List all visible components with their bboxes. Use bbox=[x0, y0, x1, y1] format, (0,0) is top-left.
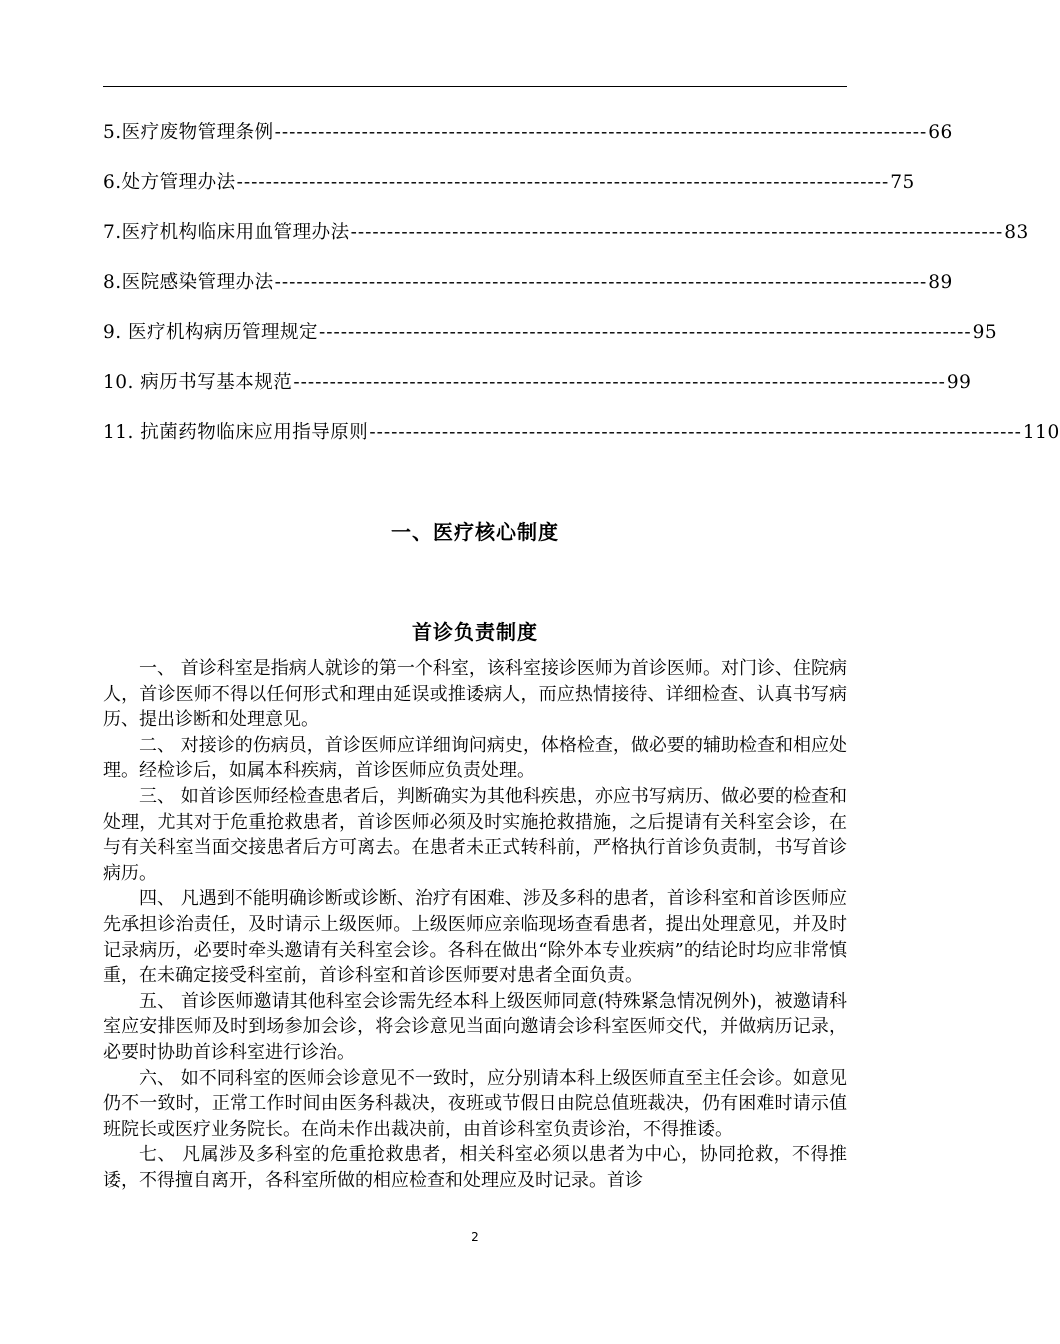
toc-entry[interactable] bbox=[103, 418, 1060, 468]
toc-entry-page: 75 bbox=[890, 172, 915, 193]
toc-entry-page: 95 bbox=[972, 322, 998, 343]
paragraph: 五、 首诊医师邀请其他科室会诊需先经本科上级医师同意(特殊紧急情况例外)，被邀请科室应安排医师及时到场参加会诊，将会诊意见当面向邀请会诊科室医师交代，并做病历记录，必要时协助首诊科室进行诊治。 bbox=[103, 990, 847, 1063]
page-number: 2 bbox=[471, 1230, 479, 1244]
paragraph: 一、 首诊科室是指病人就诊的第一个科室，该科室接诊医师为首诊医师。对门诊、住院病人，首诊医师不得以任何形式和理由延误或推诿病人，而应热情接待、详细检查、认真书写病历、提出诊断和处理意见。 bbox=[103, 658, 847, 731]
header-rule bbox=[103, 86, 847, 87]
toc-entry[interactable] bbox=[103, 218, 1029, 268]
paragraph: 二、 对接诊的伤病员，首诊医师应详细询问病史，体格检查，做必要的辅助检查和相应处理。经检诊后，如属本科疾病，首诊医师应负责处理。 bbox=[103, 734, 847, 782]
toc-dot-leader: ------------------------------------------------------------------------------------------ bbox=[369, 422, 1022, 443]
table-of-contents bbox=[103, 118, 1060, 468]
paragraph: 七、 凡属涉及多科室的危重抢救患者，相关科室必须以患者为中心，协同抢救，不得推诿，不得擅自离开，各科室所做的相应检查和处理应及时记录。首诊 bbox=[103, 1144, 847, 1191]
toc-dot-leader: ------------------------------------------------------------------------------------------ bbox=[274, 272, 928, 293]
toc-entry[interactable] bbox=[103, 368, 972, 418]
toc-dot-leader: ------------------------------------------------------------------------------------------ bbox=[274, 122, 928, 143]
toc-entry-title: 6.处方管理办法 bbox=[103, 172, 236, 193]
toc-entry-title: 10. 病历书写基本规范 bbox=[103, 372, 293, 393]
toc-entry-title: 7.医疗机构临床用血管理办法 bbox=[103, 222, 350, 243]
toc-entry-page: 110 bbox=[1022, 422, 1060, 443]
toc-entry-title: 9. 医疗机构病历管理规定 bbox=[103, 322, 319, 343]
toc-entry-page: 66 bbox=[928, 122, 953, 143]
toc-entry-title: 11. 抗菌药物临床应用指导原则 bbox=[103, 422, 369, 443]
paragraph: 三、 如首诊医师经检查患者后，判断确实为其他科疾患，亦应书写病历、做必要的检查和处理，尤其对于危重抢救患者，首诊医师必须及时实施抢救措施，之后提请有关科室会诊，在与有关科室当面交接患者后方可离去。在患者未正式转科前，严格执行首诊负责制，书写首诊病历。 bbox=[103, 785, 847, 884]
toc-entry-page: 99 bbox=[946, 372, 972, 393]
toc-entry-page: 89 bbox=[928, 272, 953, 293]
toc-entry-title: 5.医疗废物管理条例 bbox=[103, 122, 274, 143]
section-title: 首诊负责制度 bbox=[412, 620, 538, 644]
paragraph: 六、 如不同科室的医师会诊意见不一致时，应分别请本科上级医师直至主任会诊。如意见仍不一致时，正常工作时间由医务科裁决，夜班或节假日由院总值班裁决，仍有困难时请示值班院长或医疗业务院长。在尚未作出裁决前，由首诊科室负责诊治，不得推诿。 bbox=[103, 1067, 847, 1140]
toc-entry-title: 8.医院感染管理办法 bbox=[103, 272, 274, 293]
section-body bbox=[103, 656, 847, 1193]
toc-dot-leader: ------------------------------------------------------------------------------------------ bbox=[319, 322, 972, 343]
chapter-title: 一、医疗核心制度 bbox=[391, 520, 559, 544]
toc-dot-leader: ------------------------------------------------------------------------------------------ bbox=[236, 172, 890, 193]
toc-entry[interactable] bbox=[103, 118, 953, 168]
toc-entry[interactable] bbox=[103, 268, 953, 318]
toc-dot-leader: ------------------------------------------------------------------------------------------ bbox=[350, 222, 1004, 243]
toc-entry[interactable] bbox=[103, 318, 998, 368]
paragraph: 四、 凡遇到不能明确诊断或诊断、治疗有困难、涉及多科的患者，首诊科室和首诊医师应先承担诊治责任，及时请示上级医师。上级医师应亲临现场查看患者，提出处理意见，并及时记录病历，必要时牵头邀请有关科室会诊。各科在做出“除外本专业疾病”的结论时均应非常慎重，在未确定接受科室前，首诊科室和首诊医师要对患者全面负责。 bbox=[103, 888, 847, 987]
toc-entry[interactable] bbox=[103, 168, 915, 218]
toc-dot-leader: ------------------------------------------------------------------------------------------ bbox=[293, 372, 946, 393]
toc-entry-page: 83 bbox=[1004, 222, 1029, 243]
